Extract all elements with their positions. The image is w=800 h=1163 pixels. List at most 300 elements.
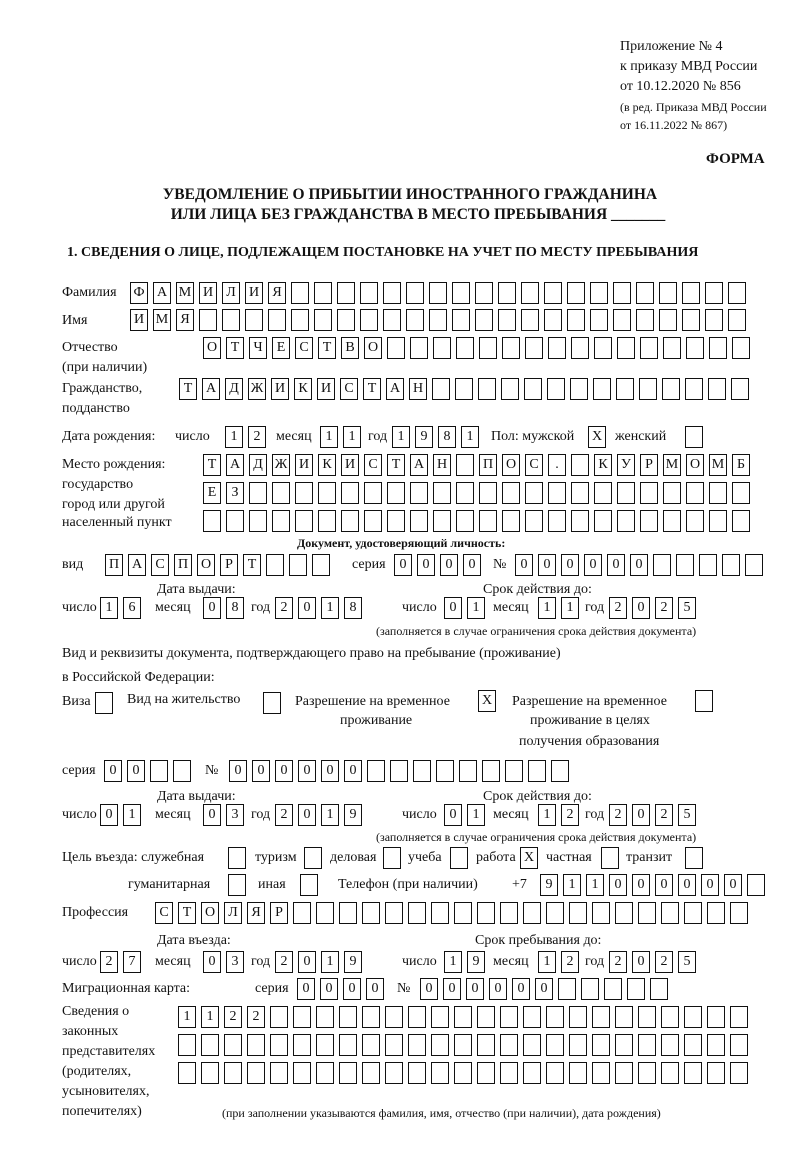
char-box[interactable]	[459, 760, 477, 782]
char-box[interactable]: 0	[297, 978, 315, 1000]
char-box[interactable]	[640, 510, 658, 532]
char-box[interactable]: 2	[561, 951, 579, 973]
char-box[interactable]	[150, 760, 168, 782]
char-box[interactable]: 0	[538, 554, 556, 576]
char-box[interactable]	[659, 309, 677, 331]
char-box[interactable]: 0	[584, 554, 602, 576]
char-box[interactable]	[571, 510, 589, 532]
char-box[interactable]	[686, 337, 704, 359]
char-box[interactable]: П	[174, 554, 192, 576]
char-box[interactable]	[594, 337, 612, 359]
char-box[interactable]: 1	[586, 874, 604, 896]
checkbox[interactable]	[228, 874, 246, 896]
char-box[interactable]: 9	[467, 951, 485, 973]
char-box[interactable]	[314, 309, 332, 331]
char-box[interactable]: 1	[123, 804, 141, 826]
char-box[interactable]	[594, 482, 612, 504]
char-box[interactable]	[730, 902, 748, 924]
char-box[interactable]: Ж	[248, 378, 266, 400]
char-box[interactable]: Н	[409, 378, 427, 400]
char-box[interactable]: 0	[630, 554, 648, 576]
char-box[interactable]	[364, 482, 382, 504]
char-box[interactable]: С	[151, 554, 169, 576]
char-box[interactable]	[431, 902, 449, 924]
char-box[interactable]	[592, 1034, 610, 1056]
char-box[interactable]	[387, 510, 405, 532]
char-box[interactable]: 8	[226, 597, 244, 619]
char-box[interactable]: 0	[443, 978, 461, 1000]
char-box[interactable]	[316, 1034, 334, 1056]
char-box[interactable]: 0	[535, 978, 553, 1000]
char-box[interactable]	[385, 902, 403, 924]
char-box[interactable]	[433, 482, 451, 504]
char-box[interactable]: 0	[632, 951, 650, 973]
char-box[interactable]: Т	[318, 337, 336, 359]
char-box[interactable]	[408, 1034, 426, 1056]
char-box[interactable]: Я	[268, 282, 286, 304]
char-box[interactable]	[312, 554, 330, 576]
char-box[interactable]	[272, 482, 290, 504]
char-box[interactable]	[615, 902, 633, 924]
char-box[interactable]: Т	[179, 378, 197, 400]
char-box[interactable]	[387, 482, 405, 504]
char-box[interactable]: 0	[440, 554, 458, 576]
char-box[interactable]	[732, 337, 750, 359]
char-box[interactable]: 2	[100, 951, 118, 973]
char-box[interactable]: 0	[466, 978, 484, 1000]
char-box[interactable]: И	[317, 378, 335, 400]
char-box[interactable]: В	[341, 337, 359, 359]
char-box[interactable]	[662, 378, 680, 400]
char-box[interactable]	[525, 482, 543, 504]
char-box[interactable]: 1	[561, 597, 579, 619]
char-box[interactable]: 2	[224, 1006, 242, 1028]
char-box[interactable]: 0	[343, 978, 361, 1000]
char-box[interactable]: А	[410, 454, 428, 476]
char-box[interactable]: 0	[724, 874, 742, 896]
checkbox[interactable]: X	[478, 690, 496, 712]
char-box[interactable]	[676, 554, 694, 576]
char-box[interactable]: 1	[538, 804, 556, 826]
char-box[interactable]	[546, 1006, 564, 1028]
char-box[interactable]: 0	[203, 597, 221, 619]
char-box[interactable]	[479, 510, 497, 532]
char-box[interactable]	[732, 510, 750, 532]
char-box[interactable]	[178, 1034, 196, 1056]
char-box[interactable]: К	[318, 454, 336, 476]
char-box[interactable]	[362, 902, 380, 924]
char-box[interactable]	[249, 510, 267, 532]
char-box[interactable]: Т	[243, 554, 261, 576]
char-box[interactable]	[272, 510, 290, 532]
char-box[interactable]: 0	[678, 874, 696, 896]
char-box[interactable]: О	[686, 454, 704, 476]
char-box[interactable]: 0	[298, 804, 316, 826]
checkbox[interactable]	[95, 692, 113, 714]
char-box[interactable]	[456, 337, 474, 359]
char-box[interactable]	[341, 482, 359, 504]
char-box[interactable]	[289, 554, 307, 576]
char-box[interactable]: 0	[632, 597, 650, 619]
char-box[interactable]	[502, 510, 520, 532]
char-box[interactable]	[650, 978, 668, 1000]
char-box[interactable]: 1	[178, 1006, 196, 1028]
char-box[interactable]: И	[271, 378, 289, 400]
char-box[interactable]	[730, 1062, 748, 1084]
char-box[interactable]	[593, 378, 611, 400]
char-box[interactable]: Я	[247, 902, 265, 924]
char-box[interactable]	[367, 760, 385, 782]
char-box[interactable]	[201, 1062, 219, 1084]
char-box[interactable]: 2	[275, 597, 293, 619]
char-box[interactable]: 2	[655, 597, 673, 619]
char-box[interactable]	[314, 282, 332, 304]
char-box[interactable]	[477, 1034, 495, 1056]
char-box[interactable]	[408, 1006, 426, 1028]
char-box[interactable]	[433, 337, 451, 359]
char-box[interactable]	[590, 309, 608, 331]
char-box[interactable]	[731, 378, 749, 400]
char-box[interactable]	[295, 482, 313, 504]
char-box[interactable]	[640, 482, 658, 504]
char-box[interactable]	[661, 1034, 679, 1056]
char-box[interactable]: 9	[415, 426, 433, 448]
char-box[interactable]	[684, 1034, 702, 1056]
char-box[interactable]: 2	[609, 951, 627, 973]
char-box[interactable]	[385, 1034, 403, 1056]
char-box[interactable]	[316, 1006, 334, 1028]
char-box[interactable]	[199, 309, 217, 331]
char-box[interactable]	[709, 337, 727, 359]
char-box[interactable]	[291, 309, 309, 331]
char-box[interactable]: К	[594, 454, 612, 476]
char-box[interactable]	[362, 1034, 380, 1056]
char-box[interactable]	[502, 337, 520, 359]
char-box[interactable]	[410, 337, 428, 359]
char-box[interactable]	[616, 378, 634, 400]
char-box[interactable]	[266, 554, 284, 576]
char-box[interactable]	[501, 378, 519, 400]
char-box[interactable]	[525, 337, 543, 359]
char-box[interactable]	[433, 510, 451, 532]
char-box[interactable]	[479, 482, 497, 504]
char-box[interactable]: 0	[394, 554, 412, 576]
char-box[interactable]	[226, 510, 244, 532]
char-box[interactable]: 2	[248, 426, 266, 448]
char-box[interactable]: Т	[178, 902, 196, 924]
char-box[interactable]	[567, 309, 585, 331]
char-box[interactable]: 0	[463, 554, 481, 576]
char-box[interactable]: 0	[366, 978, 384, 1000]
char-box[interactable]	[293, 1062, 311, 1084]
char-box[interactable]	[475, 282, 493, 304]
char-box[interactable]: 2	[561, 804, 579, 826]
char-box[interactable]	[436, 760, 454, 782]
char-box[interactable]	[728, 309, 746, 331]
char-box[interactable]	[387, 337, 405, 359]
char-box[interactable]: 9	[344, 951, 362, 973]
char-box[interactable]: 0	[632, 804, 650, 826]
char-box[interactable]: Н	[433, 454, 451, 476]
char-box[interactable]: И	[199, 282, 217, 304]
char-box[interactable]: 1	[392, 426, 410, 448]
char-box[interactable]	[362, 1062, 380, 1084]
checkbox[interactable]	[228, 847, 246, 869]
char-box[interactable]: М	[709, 454, 727, 476]
char-box[interactable]	[224, 1034, 242, 1056]
char-box[interactable]	[617, 510, 635, 532]
char-box[interactable]: 3	[226, 951, 244, 973]
char-box[interactable]: 0	[420, 978, 438, 1000]
char-box[interactable]	[245, 309, 263, 331]
char-box[interactable]: 8	[344, 597, 362, 619]
char-box[interactable]: 0	[321, 760, 339, 782]
char-box[interactable]	[452, 309, 470, 331]
char-box[interactable]	[247, 1034, 265, 1056]
char-box[interactable]	[571, 482, 589, 504]
checkbox[interactable]	[685, 847, 703, 869]
char-box[interactable]	[663, 510, 681, 532]
char-box[interactable]: С	[525, 454, 543, 476]
char-box[interactable]	[270, 1006, 288, 1028]
char-box[interactable]	[385, 1006, 403, 1028]
char-box[interactable]	[548, 337, 566, 359]
char-box[interactable]: 0	[607, 554, 625, 576]
char-box[interactable]	[364, 510, 382, 532]
checkbox[interactable]	[383, 847, 401, 869]
char-box[interactable]	[431, 1062, 449, 1084]
char-box[interactable]: Б	[732, 454, 750, 476]
char-box[interactable]	[571, 454, 589, 476]
char-box[interactable]	[567, 282, 585, 304]
checkbox[interactable]	[263, 692, 281, 714]
char-box[interactable]: 1	[538, 951, 556, 973]
char-box[interactable]: М	[176, 282, 194, 304]
char-box[interactable]	[528, 760, 546, 782]
char-box[interactable]: 0	[298, 760, 316, 782]
char-box[interactable]	[249, 482, 267, 504]
char-box[interactable]: 1	[467, 597, 485, 619]
char-box[interactable]: П	[105, 554, 123, 576]
char-box[interactable]	[682, 282, 700, 304]
char-box[interactable]: 1	[461, 426, 479, 448]
char-box[interactable]: 0	[298, 951, 316, 973]
char-box[interactable]	[707, 902, 725, 924]
char-box[interactable]: М	[663, 454, 681, 476]
char-box[interactable]	[569, 902, 587, 924]
char-box[interactable]	[728, 282, 746, 304]
char-box[interactable]: О	[197, 554, 215, 576]
char-box[interactable]: 9	[540, 874, 558, 896]
char-box[interactable]: 2	[609, 597, 627, 619]
char-box[interactable]	[525, 510, 543, 532]
char-box[interactable]	[431, 1006, 449, 1028]
char-box[interactable]: 0	[609, 874, 627, 896]
char-box[interactable]	[551, 760, 569, 782]
char-box[interactable]	[709, 482, 727, 504]
char-box[interactable]	[684, 1006, 702, 1028]
char-box[interactable]: Л	[224, 902, 242, 924]
char-box[interactable]	[569, 1034, 587, 1056]
char-box[interactable]	[684, 902, 702, 924]
char-box[interactable]	[293, 1034, 311, 1056]
char-box[interactable]: 5	[678, 597, 696, 619]
char-box[interactable]	[661, 1062, 679, 1084]
char-box[interactable]	[270, 1034, 288, 1056]
char-box[interactable]: 0	[127, 760, 145, 782]
char-box[interactable]	[295, 510, 313, 532]
char-box[interactable]	[685, 378, 703, 400]
char-box[interactable]: И	[341, 454, 359, 476]
char-box[interactable]: 5	[678, 951, 696, 973]
char-box[interactable]	[500, 1034, 518, 1056]
char-box[interactable]	[592, 902, 610, 924]
char-box[interactable]	[709, 510, 727, 532]
char-box[interactable]	[638, 1062, 656, 1084]
char-box[interactable]: 2	[655, 951, 673, 973]
char-box[interactable]	[524, 378, 542, 400]
char-box[interactable]: 0	[444, 597, 462, 619]
char-box[interactable]: 0	[104, 760, 122, 782]
char-box[interactable]: Л	[222, 282, 240, 304]
char-box[interactable]: 0	[561, 554, 579, 576]
char-box[interactable]	[479, 337, 497, 359]
char-box[interactable]: Ч	[249, 337, 267, 359]
char-box[interactable]	[505, 760, 523, 782]
char-box[interactable]	[547, 378, 565, 400]
checkbox[interactable]	[304, 847, 322, 869]
char-box[interactable]: 0	[275, 760, 293, 782]
char-box[interactable]: 2	[275, 951, 293, 973]
char-box[interactable]	[502, 482, 520, 504]
char-box[interactable]: Я	[176, 309, 194, 331]
char-box[interactable]	[410, 510, 428, 532]
char-box[interactable]: 0	[512, 978, 530, 1000]
char-box[interactable]: М	[153, 309, 171, 331]
char-box[interactable]	[745, 554, 763, 576]
char-box[interactable]	[293, 902, 311, 924]
char-box[interactable]	[413, 760, 431, 782]
char-box[interactable]	[454, 1006, 472, 1028]
char-box[interactable]	[224, 1062, 242, 1084]
char-box[interactable]: 1	[343, 426, 361, 448]
char-box[interactable]	[477, 1062, 495, 1084]
char-box[interactable]: 2	[609, 804, 627, 826]
char-box[interactable]: А	[153, 282, 171, 304]
char-box[interactable]: П	[479, 454, 497, 476]
char-box[interactable]	[498, 309, 516, 331]
char-box[interactable]	[337, 282, 355, 304]
char-box[interactable]	[592, 1006, 610, 1028]
char-box[interactable]: Т	[387, 454, 405, 476]
char-box[interactable]	[431, 1034, 449, 1056]
char-box[interactable]: 5	[678, 804, 696, 826]
char-box[interactable]: Т	[226, 337, 244, 359]
char-box[interactable]: Е	[272, 337, 290, 359]
char-box[interactable]	[699, 554, 717, 576]
char-box[interactable]	[653, 554, 671, 576]
char-box[interactable]: А	[202, 378, 220, 400]
char-box[interactable]	[613, 309, 631, 331]
char-box[interactable]: Д	[249, 454, 267, 476]
char-box[interactable]	[478, 378, 496, 400]
char-box[interactable]: 0	[229, 760, 247, 782]
char-box[interactable]: Ж	[272, 454, 290, 476]
char-box[interactable]: 0	[515, 554, 533, 576]
char-box[interactable]	[429, 282, 447, 304]
char-box[interactable]: 1	[538, 597, 556, 619]
char-box[interactable]	[318, 510, 336, 532]
char-box[interactable]: 1	[321, 597, 339, 619]
char-box[interactable]	[178, 1062, 196, 1084]
char-box[interactable]	[613, 282, 631, 304]
char-box[interactable]	[173, 760, 191, 782]
char-box[interactable]: 0	[320, 978, 338, 1000]
char-box[interactable]	[410, 482, 428, 504]
char-box[interactable]: 0	[203, 951, 221, 973]
char-box[interactable]	[546, 1062, 564, 1084]
char-box[interactable]	[638, 902, 656, 924]
char-box[interactable]: 1	[563, 874, 581, 896]
char-box[interactable]	[548, 510, 566, 532]
char-box[interactable]: 1	[467, 804, 485, 826]
checkbox[interactable]: X	[520, 847, 538, 869]
checkbox[interactable]	[695, 690, 713, 712]
char-box[interactable]	[627, 978, 645, 1000]
char-box[interactable]	[222, 309, 240, 331]
char-box[interactable]	[684, 1062, 702, 1084]
char-box[interactable]	[500, 1062, 518, 1084]
char-box[interactable]	[707, 1062, 725, 1084]
char-box[interactable]: 1	[444, 951, 462, 973]
char-box[interactable]	[663, 337, 681, 359]
char-box[interactable]	[659, 282, 677, 304]
char-box[interactable]	[360, 309, 378, 331]
char-box[interactable]	[383, 282, 401, 304]
char-box[interactable]	[268, 309, 286, 331]
char-box[interactable]: 2	[275, 804, 293, 826]
char-box[interactable]: О	[201, 902, 219, 924]
char-box[interactable]	[661, 1006, 679, 1028]
char-box[interactable]	[617, 337, 635, 359]
char-box[interactable]	[615, 1062, 633, 1084]
char-box[interactable]	[477, 1006, 495, 1028]
char-box[interactable]: С	[295, 337, 313, 359]
char-box[interactable]	[544, 282, 562, 304]
char-box[interactable]	[544, 309, 562, 331]
char-box[interactable]: 0	[344, 760, 362, 782]
char-box[interactable]: 1	[225, 426, 243, 448]
char-box[interactable]: .	[548, 454, 566, 476]
char-box[interactable]	[390, 760, 408, 782]
char-box[interactable]	[558, 978, 576, 1000]
char-box[interactable]	[339, 1034, 357, 1056]
char-box[interactable]	[722, 554, 740, 576]
char-box[interactable]: 2	[247, 1006, 265, 1028]
char-box[interactable]: 2	[655, 804, 673, 826]
char-box[interactable]	[452, 282, 470, 304]
char-box[interactable]	[615, 1006, 633, 1028]
char-box[interactable]	[498, 282, 516, 304]
char-box[interactable]	[521, 309, 539, 331]
char-box[interactable]: А	[128, 554, 146, 576]
checkbox[interactable]: X	[588, 426, 606, 448]
char-box[interactable]	[686, 510, 704, 532]
char-box[interactable]	[546, 1034, 564, 1056]
char-box[interactable]	[747, 874, 765, 896]
char-box[interactable]	[337, 309, 355, 331]
char-box[interactable]: 9	[344, 804, 362, 826]
